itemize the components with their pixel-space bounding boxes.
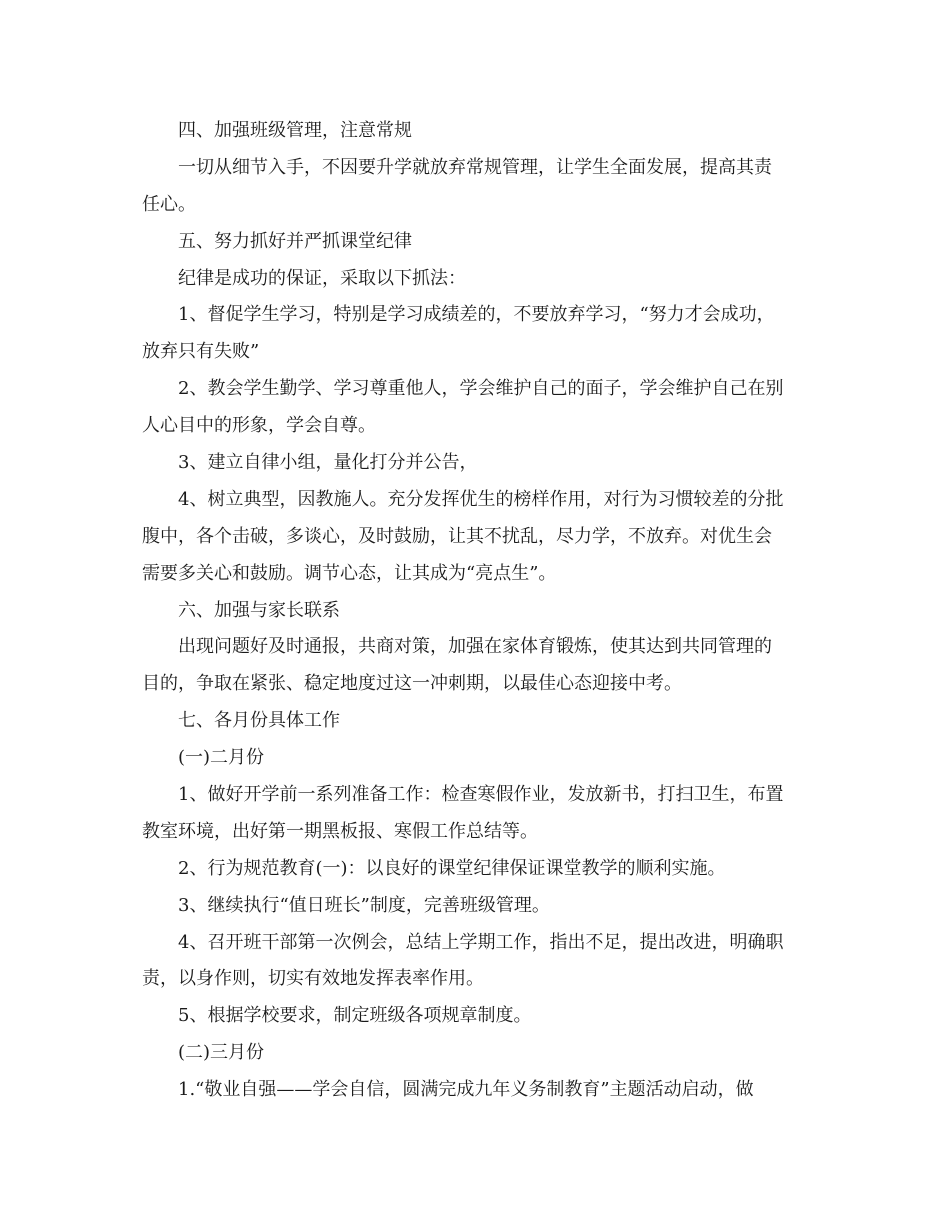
list-item-line: 人心目中的形象，学会自尊。 (142, 415, 376, 437)
list-item-line: 放弃只有失败” (142, 341, 260, 363)
section-heading-7: 七、各月份具体工作 (178, 710, 340, 732)
list-item-line: 5、根据学校要求，制定班级各项规章制度。 (178, 1005, 532, 1027)
paragraph-line: 任心。 (142, 193, 196, 215)
paragraph-line: 纪律是成功的保证，采取以下抓法： (178, 267, 466, 289)
section-heading-5: 五、努力抓好并严抓课堂纪律 (178, 230, 412, 252)
subsection-heading-march: (二)三月份 (178, 1042, 265, 1064)
list-item-line: 2、行为规范教育(一)：以良好的课堂纪律保证课堂教学的顺利实施。 (178, 857, 726, 879)
paragraph-line: 目的，争取在紧张、稳定地度过这一冲刺期，以最佳心态迎接中考。 (142, 673, 682, 695)
list-item-line: 1.“敬业自强——学会自信，圆满完成九年义务制教育”主题活动启动，做 (178, 1079, 754, 1101)
subsection-heading-february: (一)二月份 (178, 747, 265, 769)
list-item-line: 需要多关心和鼓励。调节心态，让其成为“亮点生”。 (142, 562, 557, 584)
list-item-line: 3、建立自律小组，量化打分并公告， (178, 452, 478, 474)
list-item-line: 4、召开班干部第一次例会，总结上学期工作，指出不足，提出改进，明确职 (178, 931, 784, 953)
list-item-line: 责，以身作则，切实有效地发挥表率作用。 (142, 968, 484, 990)
paragraph-line: 出现问题好及时通报，共商对策，加强在家体育锻炼，使其达到共同管理的 (178, 636, 772, 658)
list-item-line: 1、做好开学前一系列准备工作：检查寒假作业，发放新书，打扫卫生，布置 (178, 784, 784, 806)
document-body (142, 113, 806, 1109)
list-item-line: 1、督促学生学习，特别是学习成绩差的，不要放弃学习，“努力才会成功， (178, 304, 775, 326)
list-item-line: 教室环境，出好第一期黑板报、寒假工作总结等。 (142, 820, 538, 842)
list-item-line: 腹中，各个击破，多谈心，及时鼓励，让其不扰乱，尽力学，不放弃。对优生会 (142, 525, 772, 547)
section-heading-4: 四、加强班级管理，注意常规 (178, 120, 412, 141)
list-item-line: 2、教会学生勤学、学习尊重他人，学会维护自己的面子，学会维护自己在别 (178, 378, 784, 400)
list-item-line: 3、继续执行“值日班长”制度，完善班级管理。 (178, 894, 550, 916)
paragraph-line: 一切从细节入手，不因要升学就放弃常规管理，让学生全面发展，提高其责 (178, 156, 772, 178)
section-heading-6: 六、加强与家长联系 (178, 599, 340, 621)
list-item-line: 4、树立典型，因教施人。充分发挥优生的榜样作用，对行为习惯较差的分批 (178, 488, 784, 510)
